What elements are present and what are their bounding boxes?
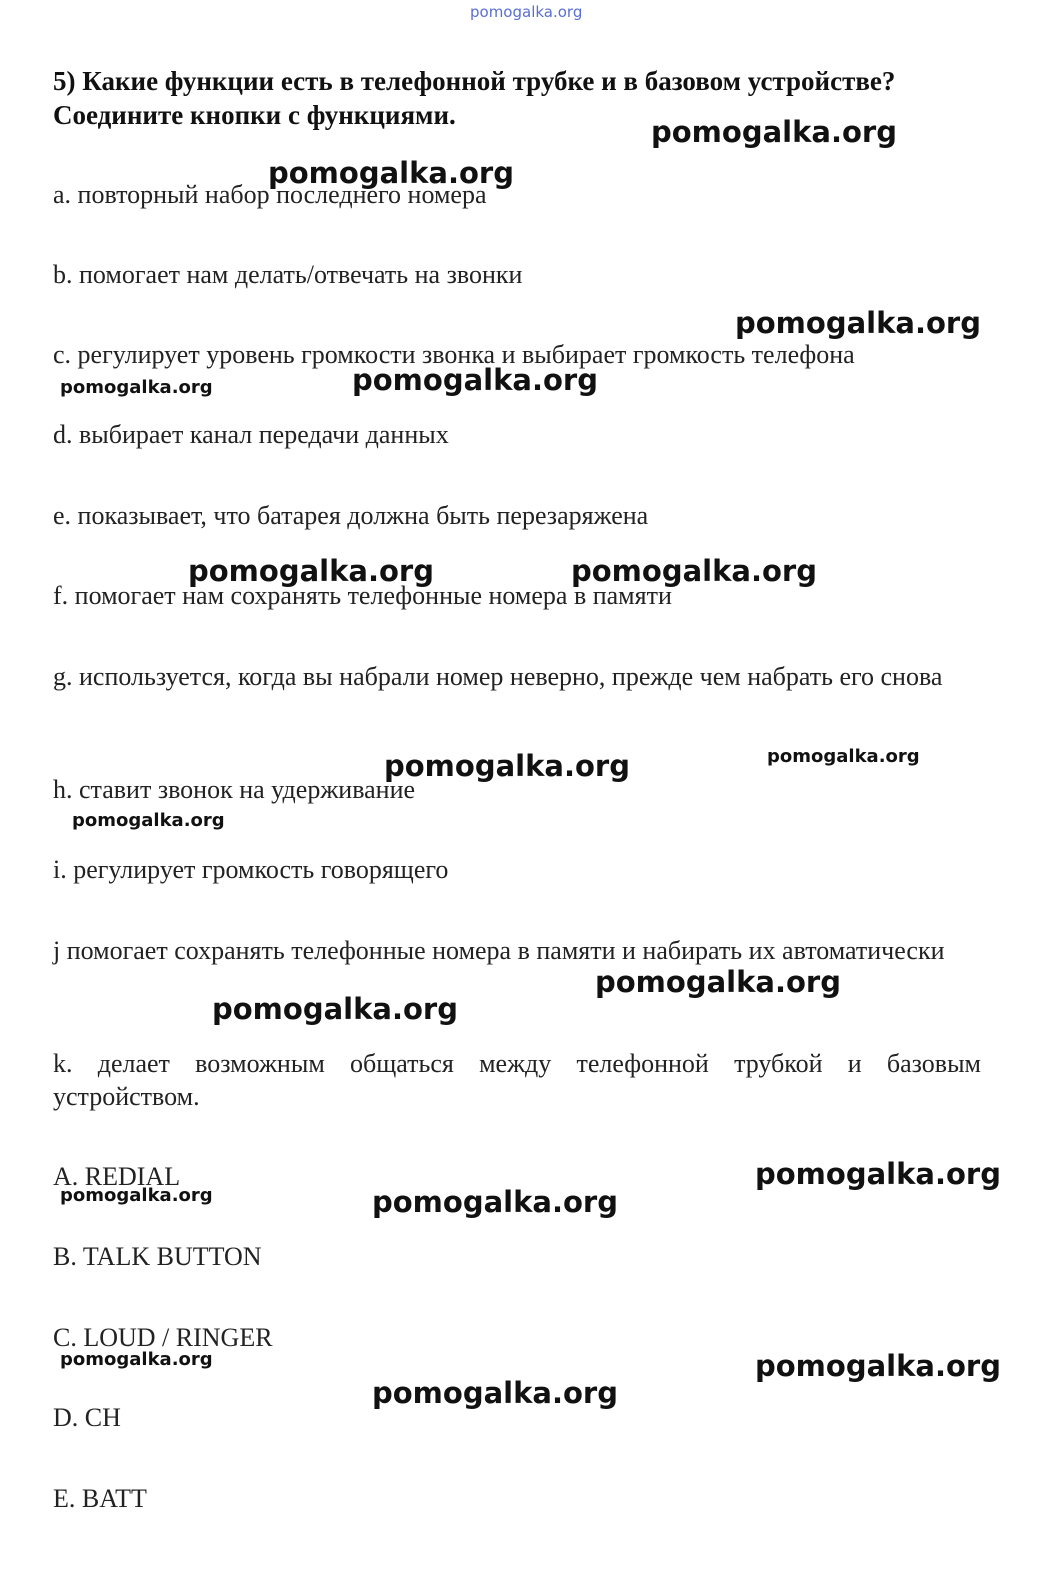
watermark: pomogalka.org bbox=[595, 965, 841, 999]
watermark: pomogalka.org bbox=[60, 1349, 213, 1370]
function-item-i: i. регулирует громкость говорящего bbox=[53, 855, 449, 884]
watermark: pomogalka.org bbox=[212, 992, 458, 1026]
watermark: pomogalka.org bbox=[352, 363, 598, 397]
watermark: pomogalka.org bbox=[188, 554, 434, 588]
watermark: pomogalka.org bbox=[755, 1157, 1001, 1191]
watermark: pomogalka.org bbox=[60, 1185, 213, 1206]
function-item-g: g. используется, когда вы набрали номер неверно, прежде чем набрать его снова bbox=[53, 662, 943, 691]
watermark: pomogalka.org bbox=[571, 554, 817, 588]
button-item-redial: A. REDIAL bbox=[53, 1162, 181, 1191]
button-item-talk: B. TALK BUTTON bbox=[53, 1242, 262, 1271]
function-item-a: a. повторный набор последнего номера bbox=[53, 180, 487, 209]
function-item-d: d. выбирает канал передачи данных bbox=[53, 420, 449, 449]
watermark: pomogalka.org bbox=[372, 1376, 618, 1410]
button-item-ch: D. CH bbox=[53, 1403, 121, 1432]
watermark: pomogalka.org bbox=[372, 1185, 618, 1219]
function-item-k: k. делает возможным общаться между телефонной трубкой и базовым устройством. bbox=[53, 1049, 981, 1111]
watermark: pomogalka.org bbox=[767, 746, 920, 767]
watermark: pomogalka.org bbox=[60, 377, 213, 398]
watermark: pomogalka.org bbox=[651, 115, 897, 149]
function-item-e: e. показывает, что батарея должна быть перезаряжена bbox=[53, 501, 649, 530]
watermark: pomogalka.org bbox=[268, 156, 514, 190]
exercise-title: 5) Какие функции есть в телефонной трубке и в базовом устройстве? Соедините кнопки с функциями. bbox=[53, 66, 896, 130]
watermark: pomogalka.org bbox=[384, 749, 630, 783]
function-item-j: j помогает сохранять телефонные номера в памяти и набирать их автоматически bbox=[53, 936, 945, 965]
button-item-batt: E. BATT bbox=[53, 1484, 147, 1513]
watermark: pomogalka.org bbox=[72, 810, 225, 831]
button-item-loud-ringer: C. LOUD / RINGER bbox=[53, 1323, 273, 1352]
watermark: pomogalka.org bbox=[755, 1349, 1001, 1383]
function-item-f: f. помогает нам сохранять телефонные номера в памяти bbox=[53, 581, 672, 610]
watermark: pomogalka.org bbox=[735, 306, 981, 340]
function-item-h: h. ставит звонок на удерживание bbox=[53, 775, 416, 804]
site-watermark-top: pomogalka.org bbox=[470, 3, 583, 21]
function-item-c: c. регулирует уровень громкости звонка и выбирает громкость телефона bbox=[53, 340, 855, 369]
function-item-b: b. помогает нам делать/отвечать на звонки bbox=[53, 260, 523, 289]
